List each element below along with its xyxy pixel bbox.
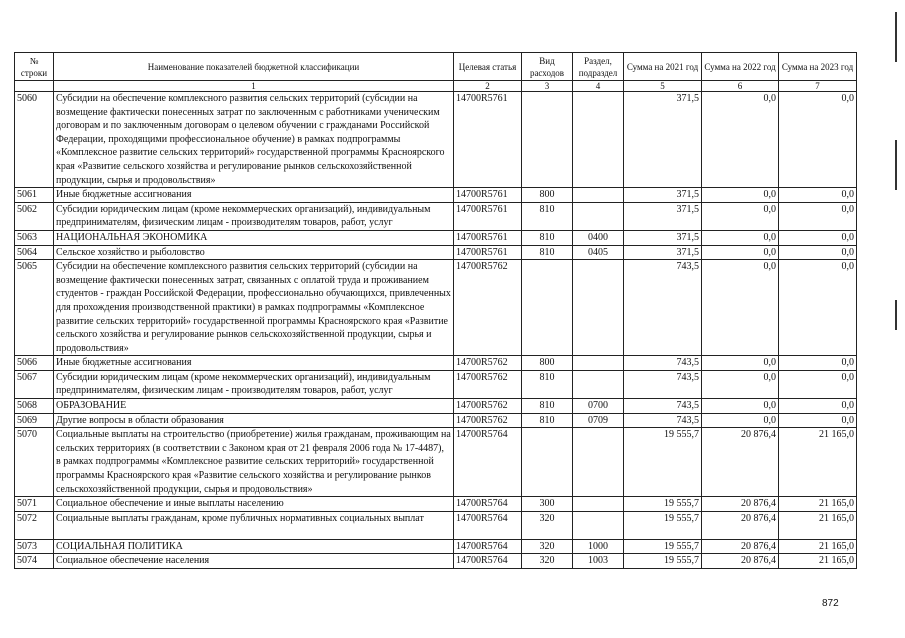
sum-2023: 0,0 [779,370,857,398]
sum-2022: 0,0 [702,370,779,398]
expense-type: 810 [522,202,573,230]
sum-2022: 20 876,4 [702,497,779,512]
row-name: Другие вопросы в области образования [54,413,454,428]
sum-2022: 20 876,4 [702,428,779,497]
table-row [15,413,857,428]
sum-2022: 0,0 [702,92,779,188]
sum-2023: 0,0 [779,188,857,203]
section-code [573,428,624,497]
row-number: 5062 [15,202,54,230]
header-sum-2021: Сумма на 2021 год [624,53,702,81]
row-name: Иные бюджетные ассигнования [54,356,454,371]
sum-2023: 0,0 [779,399,857,414]
row-name: НАЦИОНАЛЬНАЯ ЭКОНОМИКА [54,230,454,245]
sum-2021: 371,5 [624,230,702,245]
header-section: Раздел, подраздел [573,53,624,81]
target-article: 14700R5764 [454,554,522,569]
sum-2022: 20 876,4 [702,554,779,569]
sum-2022: 0,0 [702,202,779,230]
header-row [15,53,857,81]
section-code [573,188,624,203]
section-code: 0405 [573,245,624,260]
column-number: 3 [522,81,573,92]
header-target: Целевая статья [454,53,522,81]
sum-2022: 0,0 [702,245,779,260]
section-code [573,356,624,371]
sum-2021: 19 555,7 [624,511,702,539]
table-row [15,92,857,188]
row-number: 5064 [15,245,54,260]
row-name: Субсидии юридическим лицам (кроме некоммерческих организаций), индивидуальным предпринимателям, физическим лицам - производителям товаров, работ, услуг [54,202,454,230]
sum-2021: 19 555,7 [624,539,702,554]
expense-type: 810 [522,370,573,398]
section-code: 1000 [573,539,624,554]
sum-2021: 19 555,7 [624,554,702,569]
sum-2022: 0,0 [702,230,779,245]
table-row [15,230,857,245]
sum-2021: 371,5 [624,202,702,230]
sum-2022: 0,0 [702,413,779,428]
section-code: 0709 [573,413,624,428]
row-name: Социальные выплаты гражданам, кроме публичных нормативных социальных выплат [54,511,454,539]
table-row [15,511,857,539]
column-number: 4 [573,81,624,92]
sum-2021: 19 555,7 [624,497,702,512]
sum-2023: 0,0 [779,92,857,188]
target-article: 14700R5764 [454,511,522,539]
column-number: 2 [454,81,522,92]
row-number: 5074 [15,554,54,569]
column-number: 5 [624,81,702,92]
row-number: 5071 [15,497,54,512]
row-name: ОБРАЗОВАНИЕ [54,399,454,414]
row-name: Социальное обеспечение и иные выплаты населению [54,497,454,512]
expense-type: 810 [522,413,573,428]
target-article: 14700R5762 [454,260,522,356]
row-name: Социальное обеспечение населения [54,554,454,569]
table-row [15,554,857,569]
table-row [15,370,857,398]
table-row [15,202,857,230]
column-number-row [15,81,857,92]
target-article: 14700R5764 [454,539,522,554]
column-number: 1 [54,81,454,92]
table-row [15,260,857,356]
target-article: 14700R5761 [454,230,522,245]
column-number: 7 [779,81,857,92]
row-name: Социальные выплаты на строительство (приобретение) жилья гражданам, проживающим на сельских территориях (в соответствии с Законом края от 21 февраля 2006 года № 17-4487), в рамках подпрограммы «Комплексное развитие сельских территорий» государственной программы Красноярского края «Развитие сельского хозяйства и регулирование рынков сельскохозяйственной продукции, сырья и продовольствия» [54,428,454,497]
table-row [15,539,857,554]
sum-2023: 0,0 [779,230,857,245]
section-code [573,497,624,512]
row-number: 5060 [15,92,54,188]
table-row [15,356,857,371]
expense-type [522,92,573,188]
sum-2023: 0,0 [779,260,857,356]
row-name: Субсидии юридическим лицам (кроме некоммерческих организаций), индивидуальным предпринимателям, физическим лицам - производителям товаров, работ, услуг [54,370,454,398]
section-code [573,370,624,398]
row-name: СОЦИАЛЬНАЯ ПОЛИТИКА [54,539,454,554]
expense-type: 320 [522,511,573,539]
sum-2021: 371,5 [624,188,702,203]
row-number: 5066 [15,356,54,371]
target-article: 14700R5762 [454,413,522,428]
sum-2023: 21 165,0 [779,511,857,539]
scan-edge-mark [895,12,897,62]
row-number: 5068 [15,399,54,414]
header-row-no: № строки [15,53,54,81]
sum-2022: 0,0 [702,260,779,356]
expense-type: 800 [522,188,573,203]
row-name: Иные бюджетные ассигнования [54,188,454,203]
sum-2023: 21 165,0 [779,554,857,569]
table-row [15,188,857,203]
header-expense-type: Вид расходов [522,53,573,81]
section-code [573,202,624,230]
row-number: 5069 [15,413,54,428]
expense-type: 810 [522,245,573,260]
target-article: 14700R5762 [454,399,522,414]
target-article: 14700R5761 [454,245,522,260]
sum-2021: 743,5 [624,399,702,414]
sum-2021: 371,5 [624,92,702,188]
target-article: 14700R5761 [454,188,522,203]
header-sum-2023: Сумма на 2023 год [779,53,857,81]
sum-2022: 0,0 [702,356,779,371]
scan-edge-mark [895,300,897,330]
row-name: Субсидии на обеспечение комплексного развития сельских территорий (субсидии на возмещение фактически понесенных затрат по заключенным с работниками ученическим договорам и по заключенным договорам о целевом обучении с гражданами Российской Федерации, проходящими профессиональное обучение) в рамках подпрограммы «Комплексное развитие сельских территорий» государственной программы Красноярского края «Развитие сельского хозяйства и регулирование рынков сельскохозяйственной продукции, сырья и продовольствия» [54,92,454,188]
expense-type: 810 [522,399,573,414]
scan-edge-mark [895,140,897,190]
expense-type [522,260,573,356]
sum-2023: 0,0 [779,413,857,428]
header-name: Наименование показателей бюджетной классификации [54,53,454,81]
column-number [15,81,54,92]
row-number: 5063 [15,230,54,245]
expense-type: 320 [522,539,573,554]
row-number: 5072 [15,511,54,539]
row-number: 5070 [15,428,54,497]
row-name: Субсидии на обеспечение комплексного развития сельских территорий (субсидии на возмещение фактически понесенных затрат, связанных с оплатой труда и проживанием студентов - граждан Российской Федерации, профессионально обучающихся, привлеченных для прохождения производственной практики) в рамках подпрограммы «Комплексное развитие сельских территорий» государственной программы Красноярского края «Развитие сельского хозяйства и регулирование рынков сельскохозяйственной продукции, сырья и продовольствия» [54,260,454,356]
sum-2023: 0,0 [779,245,857,260]
target-article: 14700R5764 [454,497,522,512]
sum-2023: 0,0 [779,202,857,230]
row-number: 5065 [15,260,54,356]
page-number: 872 [822,598,839,609]
row-number: 5073 [15,539,54,554]
sum-2022: 20 876,4 [702,511,779,539]
target-article: 14700R5762 [454,356,522,371]
sum-2021: 371,5 [624,245,702,260]
target-article: 14700R5764 [454,428,522,497]
sum-2023: 21 165,0 [779,428,857,497]
section-code [573,511,624,539]
section-code [573,260,624,356]
table-row [15,497,857,512]
sum-2021: 743,5 [624,260,702,356]
sum-2023: 21 165,0 [779,497,857,512]
budget-table [14,52,857,569]
sum-2021: 743,5 [624,356,702,371]
row-name: Сельское хозяйство и рыболовство [54,245,454,260]
header-sum-2022: Сумма на 2022 год [702,53,779,81]
target-article: 14700R5761 [454,92,522,188]
expense-type [522,428,573,497]
table-body [15,92,857,569]
sum-2021: 19 555,7 [624,428,702,497]
row-number: 5061 [15,188,54,203]
column-number: 6 [702,81,779,92]
sum-2021: 743,5 [624,370,702,398]
section-code: 0700 [573,399,624,414]
sum-2022: 0,0 [702,188,779,203]
sum-2023: 0,0 [779,356,857,371]
table-row [15,245,857,260]
sum-2022: 0,0 [702,399,779,414]
expense-type: 800 [522,356,573,371]
expense-type: 810 [522,230,573,245]
budget-table-sheet [14,52,857,569]
section-code: 0400 [573,230,624,245]
table-row [15,428,857,497]
sum-2023: 21 165,0 [779,539,857,554]
sum-2022: 20 876,4 [702,539,779,554]
sum-2021: 743,5 [624,413,702,428]
expense-type: 300 [522,497,573,512]
target-article: 14700R5761 [454,202,522,230]
section-code [573,92,624,188]
expense-type: 320 [522,554,573,569]
target-article: 14700R5762 [454,370,522,398]
row-number: 5067 [15,370,54,398]
section-code: 1003 [573,554,624,569]
table-row [15,399,857,414]
